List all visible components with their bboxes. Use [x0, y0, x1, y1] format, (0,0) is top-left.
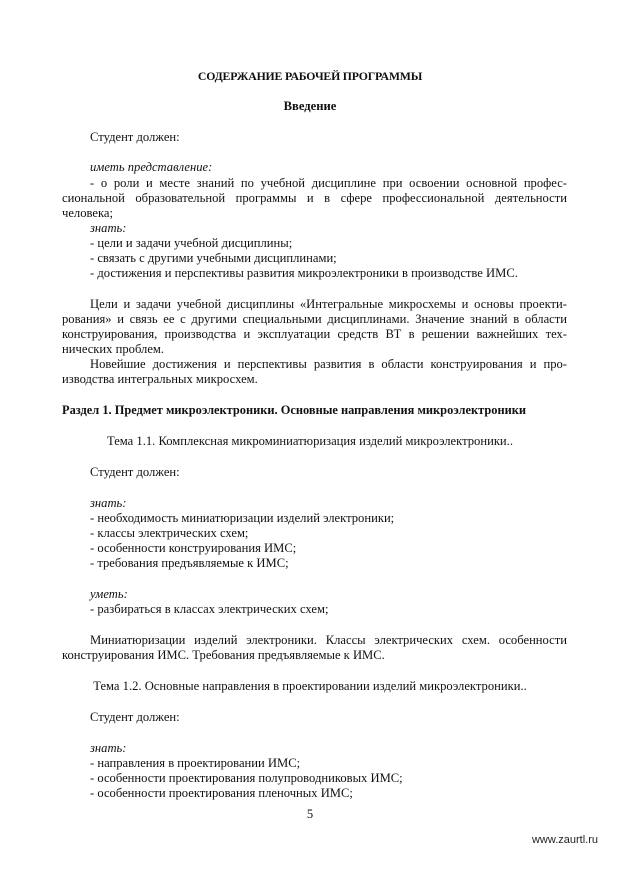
- topic1-paragraph-line: Миниатюризации изделий электроники. Классы электрических схем. особенности: [90, 633, 567, 647]
- intro-paragraph1-line: нических проблем.: [62, 342, 165, 356]
- topic1-know-item: - требования предъявляемые к ИМС;: [90, 556, 289, 570]
- topic2-student: Студент должен:: [90, 710, 180, 724]
- topic1-know-item: - необходимость миниатюризации изделий электроники;: [90, 511, 395, 525]
- intro-know-item: - достижения и перспективы развития микроэлектроники в производстве ИМС.: [90, 266, 518, 280]
- intro-have-idea-line: - о роли и месте знаний по учебной дисциплине при освоении основной профес-: [90, 176, 567, 190]
- intro-have-idea-line: человека;: [62, 206, 113, 220]
- topic2-know-item: - особенности проектирования пленочных ИМС;: [90, 786, 353, 800]
- intro-know-item: - цели и задачи учебной дисциплины;: [90, 236, 293, 250]
- topic2-know-item: - направления в проектировании ИМС;: [90, 756, 301, 770]
- topic1-know-item: - особенности конструирования ИМС;: [90, 541, 297, 555]
- topic1-paragraph-line: конструирования ИМС. Требования предъявляемые к ИМС.: [62, 648, 385, 662]
- section1-heading: Раздел 1. Предмет микроэлектроники. Основные направления микроэлектроники: [62, 403, 527, 417]
- topic1-title: Тема 1.1. Комплексная микроминиатюризация изделий микроэлектроники..: [107, 434, 513, 448]
- page-number: 5: [306, 807, 314, 821]
- topic1-student: Студент должен:: [90, 465, 180, 479]
- intro-paragraph2-line: Новейшие достижения и перспективы развития в области конструирования и про-: [90, 357, 567, 371]
- intro-have-idea-label: иметь представление:: [90, 160, 213, 174]
- intro-know-label: знать:: [90, 221, 127, 235]
- topic2-title: Тема 1.2. Основные направления в проектировании изделий микроэлектроники..: [93, 679, 527, 693]
- topic2-know-item: - особенности проектирования полупроводниковых ИМС;: [90, 771, 403, 785]
- topic1-can-label: уметь:: [90, 587, 128, 601]
- intro-paragraph2-line: изводства интегральных микросхем.: [62, 372, 258, 386]
- intro-heading: Введение: [283, 99, 337, 113]
- intro-paragraph1-line: конструирования, производства и эксплуатации средств ВТ в решении важнейших тех-: [62, 327, 567, 341]
- topic1-know-label: знать:: [90, 496, 127, 510]
- page-title: СОДЕРЖАНИЕ РАБОЧЕЙ ПРОГРАММЫ: [197, 69, 423, 83]
- intro-paragraph1-line: Цели и задачи учебной дисциплины «Интегральные микросхемы и основы проекти-: [90, 297, 567, 311]
- intro-know-item: - связать с другими учебными дисциплинами;: [90, 251, 337, 265]
- site-url: www.zaurtl.ru: [531, 834, 598, 846]
- intro-paragraph1-line: рования» и связь ее с другими специальными дисциплинами. Значение знаний в области: [62, 312, 567, 326]
- intro-have-idea-line: сиональной образовательной программы и в сфере профессиональной деятельности: [62, 191, 567, 205]
- topic1-know-item: - классы электрических схем;: [90, 526, 249, 540]
- intro-student: Студент должен:: [90, 130, 180, 144]
- topic1-can-item: - разбираться в классах электрических схем;: [90, 602, 329, 616]
- topic2-know-label: знать:: [90, 741, 127, 755]
